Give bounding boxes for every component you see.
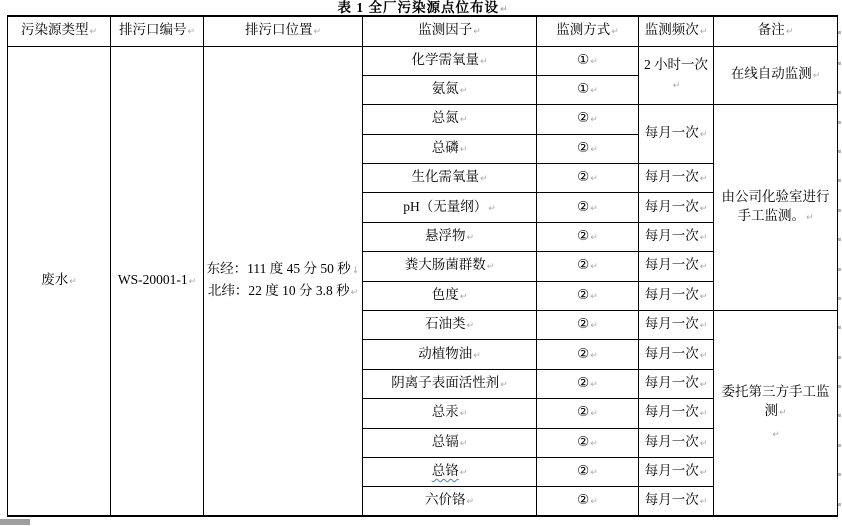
row-end-dot xyxy=(838,91,841,94)
cell-end-mark: ↵ xyxy=(459,86,468,97)
row-end-marks xyxy=(838,0,842,526)
remark-text: 委托第三方手工监测 xyxy=(721,383,830,418)
method-cell xyxy=(537,369,639,398)
table-title-text: 表 1 全厂污染源点位布设 xyxy=(337,0,499,15)
factor-text: pH（无量纲） xyxy=(403,198,488,214)
frequency-text: 每月一次 xyxy=(644,198,699,214)
cell-end-mark: ↵ xyxy=(590,115,598,126)
row-end-dot xyxy=(838,414,841,417)
cell-end-mark: ↵ xyxy=(590,233,598,244)
method-cell xyxy=(537,46,639,75)
frequency-cell xyxy=(639,311,714,340)
factor-text: 粪大肠菌群数 xyxy=(404,257,486,273)
row-end-dot xyxy=(838,209,841,212)
cell-end-mark: ↵ xyxy=(699,262,708,273)
method-cell xyxy=(537,340,639,369)
cell-end-mark: ↵ xyxy=(590,56,598,67)
cell-end-mark: ↵ xyxy=(479,174,488,185)
factor-cell xyxy=(363,75,537,104)
cell-end-mark: ↵ xyxy=(699,233,708,244)
frequency-text: 每月一次 xyxy=(644,374,699,390)
frequency-text: 每月一次 xyxy=(644,169,699,185)
cell-end-mark: ↵ xyxy=(459,291,468,302)
remark-text: 由公司化验室进行手工监测。 xyxy=(721,189,830,224)
cell-end-mark: ↵ xyxy=(699,291,708,302)
frequency-cell xyxy=(639,252,714,281)
cell-end-mark: ↵ xyxy=(699,409,708,420)
cell-end-mark: ↵ xyxy=(699,468,708,479)
frequency-cell xyxy=(639,281,714,310)
column-header-1 xyxy=(111,16,204,46)
frequency-text: 每月一次 xyxy=(644,257,699,273)
remark-cell xyxy=(714,105,838,311)
row-end-dot xyxy=(838,121,841,124)
factor-cell xyxy=(363,46,537,75)
column-header-4 xyxy=(537,16,639,46)
cell-end-mark: ↵ xyxy=(699,379,708,390)
method-symbol: ② xyxy=(577,139,590,155)
method-cell xyxy=(537,193,639,222)
factor-text: 总磷 xyxy=(431,139,459,155)
factor-text: 阴离子表面活性剂 xyxy=(391,374,500,390)
factor-text: 动植物油 xyxy=(418,345,473,361)
factor-text: 石油类 xyxy=(424,316,466,332)
factor-cell xyxy=(363,164,537,193)
factor-cell xyxy=(363,428,537,457)
factor-cell xyxy=(363,311,537,340)
frequency-cell xyxy=(639,399,714,428)
column-header-label: 污染源类型 xyxy=(20,22,89,38)
outlet-location-text: 东经：111 度 45 分 50 秒 xyxy=(206,260,351,276)
remark-text: 在线自动监测 xyxy=(730,66,812,82)
column-header-label: 备注 xyxy=(757,22,785,38)
outlet-location-line xyxy=(206,281,360,303)
cell-end-mark: ↵ xyxy=(590,497,598,508)
table-body xyxy=(8,46,838,516)
cell-end-mark: ↵ xyxy=(672,80,681,91)
cell-end-mark: ↵ xyxy=(459,115,468,126)
cell-end-mark: ↵ xyxy=(699,321,708,332)
frequency-cell xyxy=(639,369,714,398)
factor-text: 氨氮 xyxy=(431,81,459,97)
cell-end-mark: ↵ xyxy=(188,276,197,287)
cell-end-mark: ↵ xyxy=(778,407,787,418)
method-cell xyxy=(537,457,639,486)
column-header-label: 监测因子 xyxy=(418,22,473,38)
cell-end-mark: ↵ xyxy=(699,27,708,38)
outlet-location-text: 北纬：22 度 10 分 3.8 秒 xyxy=(207,282,350,298)
table-header xyxy=(8,16,838,46)
row-end-dot xyxy=(838,179,841,182)
column-header-label: 监测频次 xyxy=(644,22,699,38)
method-cell xyxy=(537,428,639,457)
method-cell xyxy=(537,487,639,516)
row-end-dot xyxy=(838,62,841,65)
cell-end-mark: ↵ xyxy=(805,213,814,224)
frequency-cell xyxy=(639,428,714,457)
method-cell xyxy=(537,105,639,134)
frequency-cell xyxy=(639,164,714,193)
row-end-dot xyxy=(838,356,841,359)
factor-text: 化学需氧量 xyxy=(411,51,479,67)
factor-text: 悬浮物 xyxy=(424,228,466,244)
row-end-dot xyxy=(838,297,841,300)
factor-cell xyxy=(363,487,537,516)
factor-cell xyxy=(363,457,537,486)
cell-end-mark: ↵ xyxy=(699,350,708,361)
frequency-cell xyxy=(639,193,714,222)
factor-cell xyxy=(363,281,537,310)
cell-end-mark: ↵ xyxy=(699,438,708,449)
method-symbol: ① xyxy=(577,81,590,97)
column-header-label: 排污口编号 xyxy=(118,22,187,38)
method-symbol: ② xyxy=(577,492,590,508)
cell-end-mark: ↵ xyxy=(699,497,708,508)
cell-end-mark: ↵ xyxy=(590,144,598,155)
cell-end-mark: ↵ xyxy=(466,497,475,508)
outlet-number-text: WS-20001-1 xyxy=(117,271,188,287)
factor-text: 总氮 xyxy=(431,110,459,126)
factor-text: 总镉 xyxy=(431,433,459,449)
source-type-cell xyxy=(8,46,111,516)
cell-end-mark: ↵ xyxy=(466,321,475,332)
cell-end-mark: ↵ xyxy=(590,203,598,214)
cell-end-mark: ↵ xyxy=(89,27,98,38)
row-end-dot xyxy=(838,473,841,476)
cell-end-mark: ↵ xyxy=(590,350,598,361)
frequency-text: 每月一次 xyxy=(644,228,699,244)
cell-end-mark: ↵ xyxy=(69,276,77,287)
cell-end-mark: ↵ xyxy=(611,27,619,38)
method-symbol: ① xyxy=(577,51,590,67)
method-symbol: ② xyxy=(577,110,590,126)
row-end-dot xyxy=(838,238,841,241)
method-symbol: ② xyxy=(577,374,590,390)
frequency-cell xyxy=(639,340,714,369)
factor-cell xyxy=(363,340,537,369)
factor-text: 色度 xyxy=(431,286,459,302)
cell-end-mark: ↵ xyxy=(459,144,468,155)
frequency-text: 每月一次 xyxy=(644,492,699,508)
row-end-dot xyxy=(838,268,841,271)
table-title xyxy=(7,0,838,15)
method-symbol: ② xyxy=(577,433,590,449)
factor-text: 生化需氧量 xyxy=(411,169,479,185)
method-symbol: ② xyxy=(577,257,590,273)
method-cell xyxy=(537,164,639,193)
cell-end-mark: ↵ xyxy=(479,56,488,67)
cell-end-mark: ↵ xyxy=(699,203,708,214)
factor-cell xyxy=(363,222,537,251)
method-cell xyxy=(537,134,639,163)
frequency-cell xyxy=(639,457,714,486)
cell-end-mark: ↵ xyxy=(466,233,475,244)
source-type-text: 废水 xyxy=(41,271,69,287)
cell-end-mark: ↵ xyxy=(486,262,495,273)
row-end-dot xyxy=(838,503,841,506)
cell-end-mark: ↓ xyxy=(351,265,360,276)
frequency-text: 每月一次 xyxy=(644,286,699,302)
column-header-6 xyxy=(714,16,838,46)
method-symbol: ② xyxy=(577,316,590,332)
method-cell xyxy=(537,252,639,281)
method-symbol: ② xyxy=(577,463,590,479)
frequency-text: 2 小时一次 xyxy=(643,56,709,72)
method-symbol: ② xyxy=(577,169,590,185)
pollution-table xyxy=(7,15,838,517)
cell-end-mark: ↵ xyxy=(187,27,196,38)
cell-end-mark: ↵ xyxy=(488,203,496,214)
factor-cell xyxy=(363,105,537,134)
method-cell xyxy=(537,75,639,104)
column-header-5 xyxy=(639,16,714,46)
factor-cell xyxy=(363,399,537,428)
cell-end-mark: ↵ xyxy=(459,438,468,449)
cell-end-mark: ↵ xyxy=(473,27,481,38)
row-end-dot xyxy=(838,385,841,388)
frequency-cell xyxy=(639,46,714,105)
factor-cell xyxy=(363,369,537,398)
outlet-location-line xyxy=(206,259,360,281)
column-header-2 xyxy=(204,16,363,46)
column-header-label: 监测方式 xyxy=(556,22,611,38)
cell-end-mark: ↵ xyxy=(590,262,598,273)
row-end-dot xyxy=(838,150,841,153)
cell-end-mark: ↵ xyxy=(590,438,598,449)
frequency-text: 每月一次 xyxy=(644,316,699,332)
column-header-3 xyxy=(363,16,537,46)
cell-end-mark: ↵ xyxy=(590,174,598,185)
factor-text: 六价铬 xyxy=(424,492,466,508)
cell-end-mark: ↵ xyxy=(590,321,598,332)
frequency-text: 每月一次 xyxy=(644,433,699,449)
method-symbol: ② xyxy=(577,228,590,244)
table-row xyxy=(8,46,838,75)
paragraph-mark: ↵ xyxy=(499,5,508,15)
row-end-dot xyxy=(838,444,841,447)
cell-end-mark: ↵ xyxy=(812,71,821,82)
factor-text: 总汞 xyxy=(431,404,459,420)
frequency-cell xyxy=(639,222,714,251)
remark-line xyxy=(716,187,835,228)
cell-end-mark: ↵ xyxy=(785,27,794,38)
column-header-label: 排污口位置 xyxy=(244,22,313,38)
column-header-0 xyxy=(8,16,111,46)
method-symbol: ② xyxy=(577,404,590,420)
remark-cell xyxy=(714,311,838,517)
method-cell xyxy=(537,222,639,251)
method-symbol: ② xyxy=(577,286,590,302)
cell-end-mark: ↵ xyxy=(350,287,359,298)
cell-end-mark: ↵ xyxy=(459,409,468,420)
factor-cell xyxy=(363,252,537,281)
outlet-location-cell xyxy=(204,46,363,516)
remark-line xyxy=(716,382,835,423)
cell-end-mark: ↵ xyxy=(590,86,598,97)
cell-end-mark: ↵ xyxy=(590,379,598,390)
row-end-dot xyxy=(838,31,841,34)
remark-cell xyxy=(714,46,838,105)
cell-end-mark: ↵ xyxy=(590,409,598,420)
method-symbol: ② xyxy=(577,198,590,214)
cell-end-mark: ↵ xyxy=(500,379,508,390)
factor-cell xyxy=(363,134,537,163)
cell-end-mark: ↵ xyxy=(473,350,481,361)
cell-end-mark: ↵ xyxy=(699,130,708,141)
header-row xyxy=(8,16,838,46)
factor-text: 总铬 xyxy=(431,463,459,479)
remark-line xyxy=(716,423,835,445)
cell-end-mark: ↵ xyxy=(772,429,780,440)
cell-end-mark: ↵ xyxy=(459,468,468,479)
cell-end-mark: ↵ xyxy=(590,468,598,479)
method-cell xyxy=(537,281,639,310)
cell-end-mark: ↵ xyxy=(590,291,598,302)
cell-end-mark: ↵ xyxy=(313,27,322,38)
method-cell xyxy=(537,311,639,340)
cell-end-mark: ↵ xyxy=(699,174,708,185)
frequency-cell xyxy=(639,105,714,164)
factor-cell xyxy=(363,193,537,222)
frequency-cell xyxy=(639,487,714,516)
method-cell xyxy=(537,399,639,428)
outlet-number-cell xyxy=(111,46,204,516)
frequency-text: 每月一次 xyxy=(644,404,699,420)
method-symbol: ② xyxy=(577,345,590,361)
frequency-text: 每月一次 xyxy=(644,345,699,361)
bottom-left-artifact xyxy=(0,519,30,525)
remark-line xyxy=(716,64,835,86)
frequency-text: 每月一次 xyxy=(644,463,699,479)
frequency-text: 每月一次 xyxy=(644,125,699,141)
row-end-dot xyxy=(838,326,841,329)
